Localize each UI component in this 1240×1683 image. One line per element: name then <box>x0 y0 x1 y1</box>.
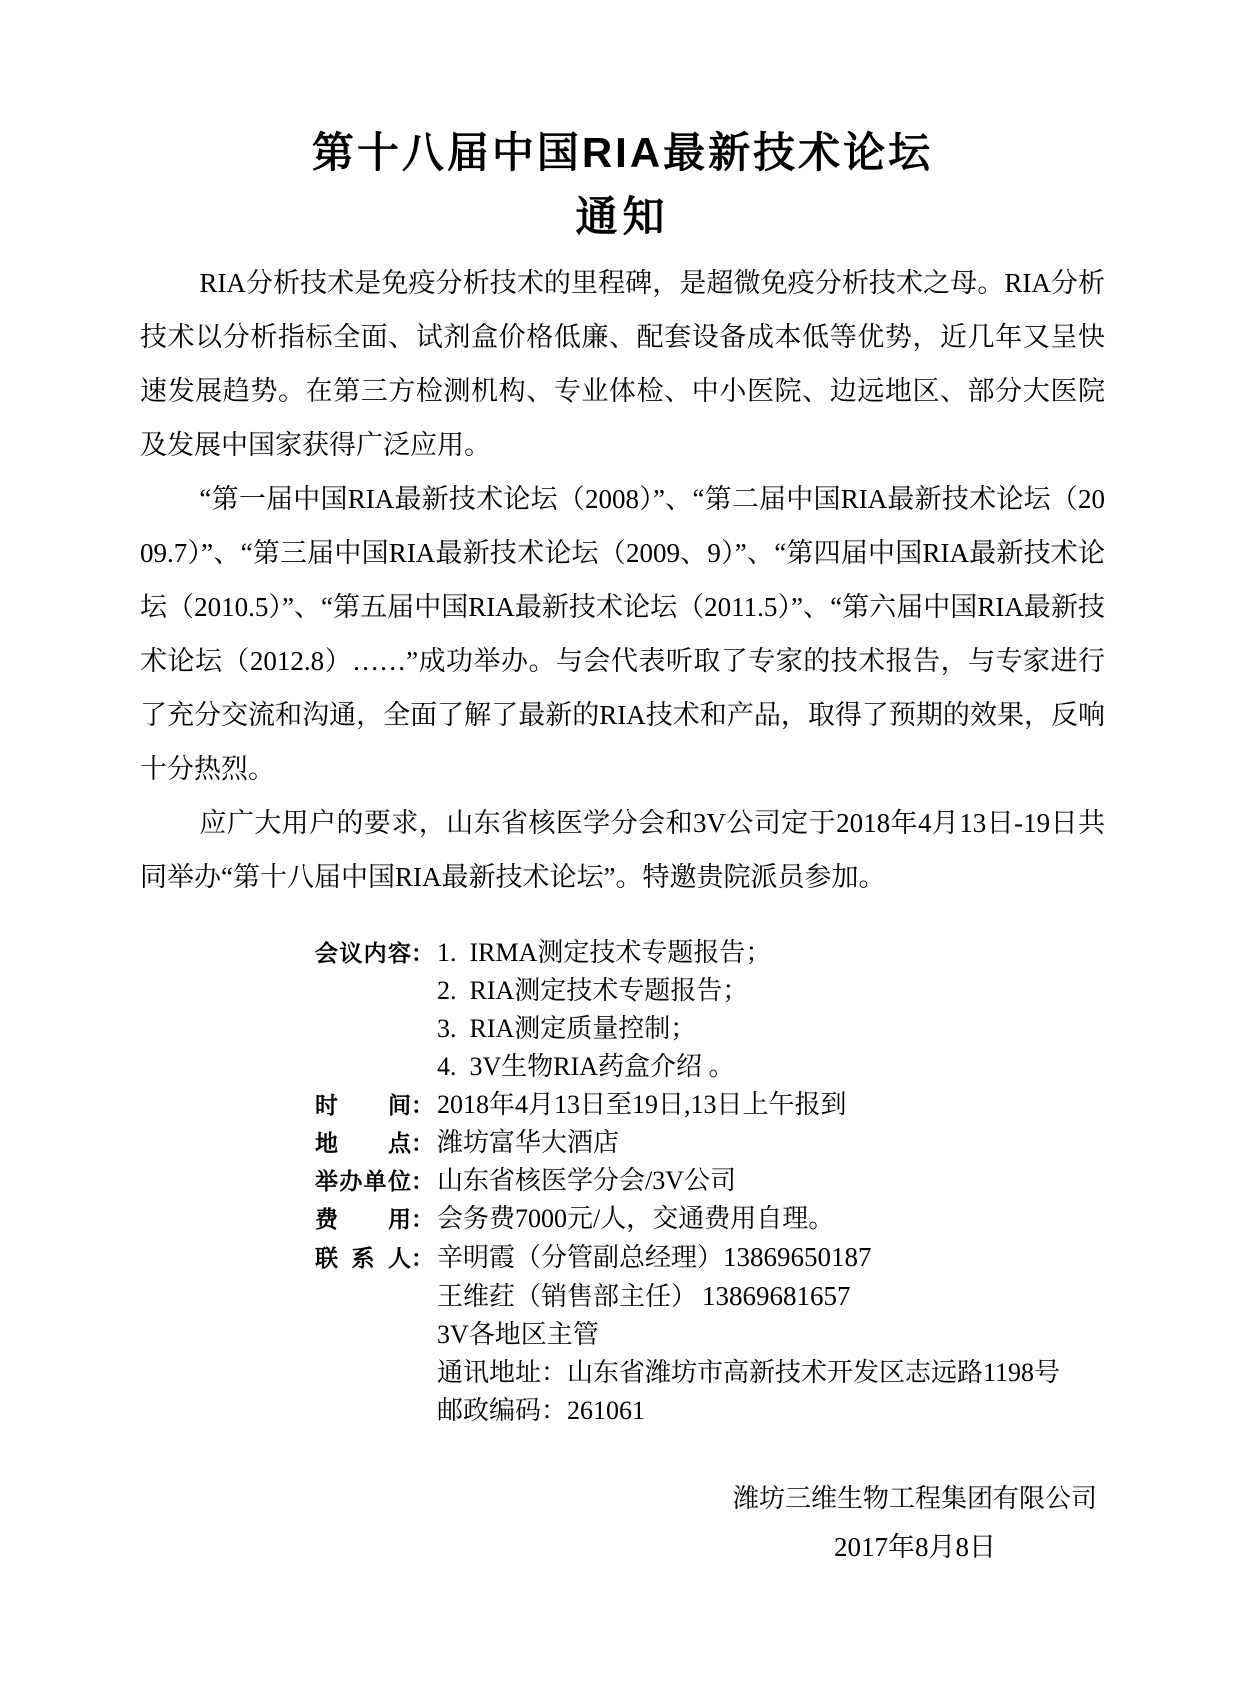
detail-label: 时间 <box>315 1092 411 1118</box>
detail-colon: ： <box>411 1206 434 1232</box>
detail-row <box>140 1162 1105 1200</box>
phone-number: 13869650187 <box>723 1242 872 1272</box>
detail-row <box>140 934 1105 972</box>
contact-name: 王维荭（销售部主任） <box>437 1282 698 1311</box>
detail-value: 2018年4月13日至19日,13日上午报到 <box>437 1090 847 1119</box>
page-subtitle: 通知 <box>575 193 670 240</box>
detail-row <box>140 1086 1105 1124</box>
detail-label: 地点 <box>315 1130 411 1156</box>
detail-label: 会议内容 <box>315 940 411 966</box>
phone-number: 13869681657 <box>702 1281 851 1311</box>
mailing-address: 通讯地址：山东省潍坊市高新技术开发区志远路1198号 <box>437 1358 1061 1387</box>
detail-row <box>140 1277 1105 1316</box>
detail-value: 2. RIA测定技术专题报告； <box>437 976 749 1005</box>
detail-value: 3. RIA测定质量控制； <box>437 1014 697 1043</box>
detail-label: 联系人 <box>315 1245 411 1271</box>
meeting-details <box>140 934 1105 1430</box>
contact-name: 辛明霞（分管副总经理） <box>437 1243 724 1272</box>
detail-row <box>140 1238 1105 1277</box>
detail-colon: ： <box>411 1168 434 1194</box>
detail-row <box>140 1200 1105 1238</box>
detail-value: 会务费7000元/人，交通费用自理。 <box>437 1204 835 1233</box>
detail-value: 山东省核医学分会/3V公司 <box>437 1166 737 1195</box>
detail-row <box>140 1048 1105 1086</box>
detail-colon: ： <box>411 1092 434 1118</box>
detail-row <box>140 1010 1105 1048</box>
body-text <box>140 256 1105 904</box>
detail-row <box>140 972 1105 1010</box>
signature-company: 潍坊三维生物工程集团有限公司 <box>732 1484 1097 1513</box>
detail-colon: ： <box>411 1245 434 1271</box>
signature-block <box>715 1475 1115 1571</box>
detail-value: 潍坊富华大酒店 <box>437 1128 620 1157</box>
detail-value: 3V各地区主管 <box>437 1320 599 1349</box>
detail-label: 举办单位 <box>315 1168 411 1194</box>
detail-value: 1. IRMA测定技术专题报告； <box>437 938 772 967</box>
detail-row <box>140 1392 1105 1430</box>
detail-row <box>140 1354 1105 1392</box>
page-title: 第十八届中国RIA最新技术论坛 <box>311 129 934 176</box>
paragraph: RIA分析技术是免疫分析技术的里程碑，是超微免疫分析技术之母。RIA分析技术以分析指标全面、试剂盒价格低廉、配套设备成本低等优势，近几年又呈快速发展趋势。在第三方检测机构、专业体检、中小医院、边远地区、部分大医院及发展中国家获得广泛应用。 <box>140 268 1105 460</box>
postal-code: 邮政编码：261061 <box>437 1396 646 1425</box>
detail-label: 费用 <box>315 1206 411 1232</box>
detail-row <box>140 1316 1105 1354</box>
paragraph: 应广大用户的要求，山东省核医学分会和3V公司定于2018年4月13日-19日共同举办“第十八届中国RIA最新技术论坛”。特邀贵院派员参加。 <box>140 808 1105 892</box>
detail-colon: ： <box>411 940 434 966</box>
detail-row <box>140 1124 1105 1162</box>
detail-value: 4. 3V生物RIA药盒介绍 。 <box>437 1052 735 1081</box>
detail-colon: ： <box>411 1130 434 1156</box>
paragraph: “第一届中国RIA最新技术论坛（2008）”、“第二届中国RIA最新技术论坛（2009.7）”、“第三届中国RIA最新技术论坛（2009、9）”、“第四届中国RIA最新技术论坛（2010.5）”、“第五届中国RIA最新技术论坛（2011.5）”、“第六届中国RIA最新技术论坛（2012.8）……”成功举办。与会代表听取了专家的技术报告，与专家进行了充分交流和沟通，全面了解了最新的RIA技术和产品，取得了预期的效果，反响十分热烈。 <box>140 484 1105 784</box>
signature-date: 2017年8月8日 <box>834 1532 996 1562</box>
